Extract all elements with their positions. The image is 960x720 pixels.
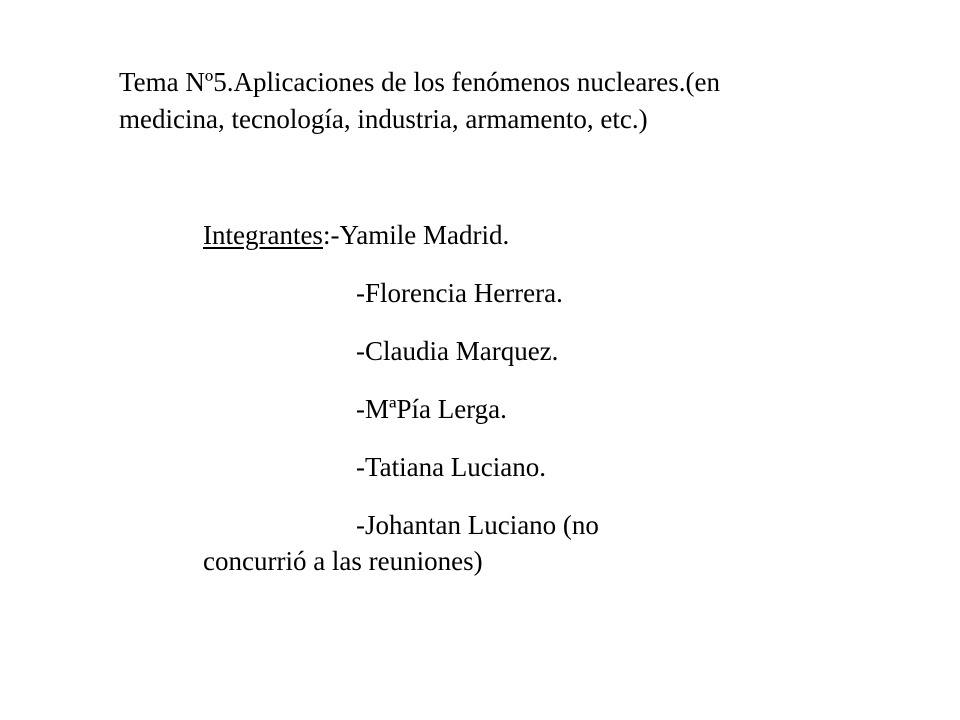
slide-title — [119, 64, 879, 138]
member-continuation: concurrió a las reuniones) — [203, 546, 483, 576]
member-item: -MªPía Lerga. — [356, 394, 507, 424]
member-item: -Claudia Marquez. — [356, 336, 559, 366]
members-label: Integrantes — [203, 220, 323, 250]
members-colon: : — [322, 220, 331, 250]
member-item: -Johantan Luciano (no — [356, 510, 599, 540]
members-first-row — [203, 219, 509, 251]
member-item: -Yamile Madrid. — [330, 220, 510, 250]
title-line-1: Tema Nº5.Aplicaciones de los fenómenos nucleares.(en — [119, 67, 721, 97]
member-item: -Florencia Herrera. — [356, 278, 563, 308]
member-item: -Tatiana Luciano. — [356, 452, 547, 482]
title-line-2: medicina, tecnología, industria, armamento, etc.) — [119, 104, 648, 134]
